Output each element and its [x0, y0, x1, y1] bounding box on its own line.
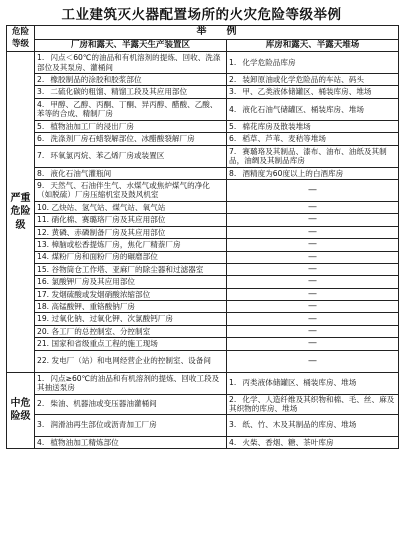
row-number: 9. [37, 180, 45, 190]
table-row [7, 350, 399, 372]
table-row [7, 74, 399, 86]
table-row [7, 120, 399, 132]
row-number: 5. [229, 121, 237, 131]
row-number: 1. [37, 373, 45, 383]
row-number: 3. [37, 87, 45, 97]
table-row [7, 214, 399, 226]
plant-cell [35, 251, 227, 263]
storage-text: 液化石油气储罐区、桶装库房、堆场 [240, 104, 364, 114]
storage-text: 棉花库房及散装堆场 [240, 121, 311, 131]
row-number: 8. [229, 168, 237, 178]
plant-text: 乙炔站、氢气站、煤气站、氧气站 [49, 202, 166, 212]
plant-cell [35, 52, 227, 74]
row-number: 4. [229, 104, 237, 114]
plant-cell [35, 167, 227, 179]
storage-text: 稻草、芦苇、麦秸等堆场 [240, 134, 326, 144]
storage-cell: — [227, 276, 399, 288]
plant-text: 柴油、机器油或变压器油灌桶间 [48, 399, 157, 409]
table-row [7, 313, 399, 325]
plant-text: 液化石油气灌瓶间 [48, 168, 112, 178]
row-number: 5. [37, 121, 45, 131]
storage-cell: — [227, 226, 399, 238]
plant-cell [35, 313, 227, 325]
table-row [7, 179, 399, 201]
row-number: 6. [229, 134, 237, 144]
plant-text: 氯酸钾厂房及其应用部位 [49, 277, 136, 287]
storage-cell [227, 394, 399, 414]
table-row [7, 145, 399, 167]
storage-cell [227, 86, 399, 98]
storage-cell [227, 98, 399, 120]
plant-text: 硝化棉、赛璐珞厂房及其应用部位 [49, 215, 166, 225]
storage-cell: — [227, 201, 399, 213]
plant-cell [35, 414, 227, 436]
table-row [7, 86, 399, 98]
plant-text: 甲醇、乙醇、丙酮、丁酮、异丙醇、醋酸、乙酸、苯等的合成、精制厂房 [37, 99, 218, 119]
severe-level-label: 严重危险级 [7, 52, 35, 373]
row-number: 15. [37, 264, 50, 274]
row-number: 1. [229, 378, 237, 388]
plant-text: 黄磷、赤磷制备厂房及其应用部位 [49, 227, 166, 237]
storage-cell: — [227, 239, 399, 251]
row-number: 4. [229, 437, 237, 447]
storage-cell: — [227, 251, 399, 263]
storage-cell: — [227, 179, 399, 201]
plant-text: 环氧氯丙烷、苯乙烯厂房或装置区 [48, 151, 165, 161]
table-row [7, 414, 399, 436]
plant-text: 闪点＜60℃的油品和有机溶剂的提炼、回收、洗涤部位及其泵房、灌桶间 [37, 53, 221, 72]
row-number: 3. [229, 87, 237, 97]
storage-text: 装卸原油或化学危险品的车站、码头 [240, 74, 364, 84]
plant-cell [35, 301, 227, 313]
plant-cell [35, 372, 227, 394]
plant-text: 煤粉厂房和面粉厂房的碾磨部位 [49, 252, 158, 262]
storage-cell [227, 436, 399, 448]
table-row [7, 98, 399, 120]
storage-cell: — [227, 288, 399, 300]
storage-cell [227, 120, 399, 132]
table-row [7, 276, 399, 288]
plant-cell [35, 338, 227, 350]
plant-cell [35, 201, 227, 213]
example-header: 举 例 [35, 26, 399, 40]
plant-cell [35, 179, 227, 201]
plant-text: 国家和省级重点工程的施工现场 [49, 339, 158, 349]
storage-header: 库房和露天、半露天堆场 [227, 40, 399, 52]
row-number: 21. [37, 339, 50, 349]
plant-cell [35, 226, 227, 238]
row-number: 4. [37, 437, 45, 447]
plant-cell [35, 133, 227, 145]
storage-cell [227, 74, 399, 86]
row-number: 3. [37, 420, 45, 430]
table-row [7, 372, 399, 394]
plant-cell [35, 350, 227, 372]
storage-cell [227, 133, 399, 145]
table-row [7, 436, 399, 448]
plant-cell [35, 86, 227, 98]
row-number: 2. [37, 74, 45, 84]
table-row [7, 325, 399, 337]
row-number: 4. [37, 99, 45, 109]
plant-header: 厂房和露天、半露天生产装置区 [35, 40, 227, 52]
table-row [7, 239, 399, 251]
storage-cell: — [227, 301, 399, 313]
table-row [7, 226, 399, 238]
medium-level-label: 中危险级 [7, 372, 35, 448]
level-header: 危险等级 [7, 26, 35, 52]
row-number: 20. [37, 326, 50, 336]
row-number: 22. [37, 356, 50, 366]
plant-text: 樟脑或松香提炼厂房，焦化厂精萘厂房 [49, 240, 181, 250]
plant-cell [35, 436, 227, 448]
storage-cell [227, 414, 399, 436]
storage-cell: — [227, 313, 399, 325]
table-row [7, 167, 399, 179]
storage-text: 化学、人造纤维及其织物和棉、毛、丝、麻及其织物的库房、堆场 [229, 394, 395, 414]
storage-cell: — [227, 338, 399, 350]
storage-cell: — [227, 263, 399, 275]
plant-cell [35, 239, 227, 251]
plant-text: 发烟硫酸或发烟硝酸浓缩部位 [49, 289, 151, 299]
row-number: 7. [37, 151, 45, 161]
table-row [7, 133, 399, 145]
hazard-level-table [6, 25, 399, 449]
plant-cell [35, 394, 227, 414]
plant-cell [35, 145, 227, 167]
storage-text: 酒精度为60度以上的白酒库房 [240, 168, 344, 178]
row-number: 13. [37, 240, 50, 250]
plant-text: 各工厂的总控制室、分控制室 [49, 326, 151, 336]
storage-cell: — [227, 214, 399, 226]
storage-cell: — [227, 350, 399, 372]
row-number: 19. [37, 314, 50, 324]
storage-text: 赛璐珞及其制品、漆布、油布、油纸及其制品，油绸及其制品库房 [229, 146, 387, 166]
plant-cell [35, 120, 227, 132]
plant-text: 过氧化钠、过氧化钾、次氯酸钙厂房 [49, 314, 173, 324]
plant-text: 天然气、石油伴生气、水煤气或焦炉煤气的净化（如脱硫）厂房压缩机室及鼓风机室 [37, 180, 210, 200]
table-row [7, 201, 399, 213]
table-row [7, 52, 399, 74]
plant-text: 谷物筒仓工作塔、亚麻厂的除尘器和过滤器室 [49, 264, 204, 274]
row-number: 8. [37, 168, 45, 178]
plant-cell [35, 276, 227, 288]
storage-text: 丙类液体储罐区、桶装库房、堆场 [240, 378, 357, 388]
row-number: 2. [37, 399, 45, 409]
plant-text: 发电厂（站）和电网经营企业的控制室、设备间 [49, 356, 211, 366]
storage-cell: — [227, 325, 399, 337]
table-row [7, 301, 399, 313]
table-row [7, 251, 399, 263]
table-row [7, 394, 399, 414]
page-title: 工业建筑灭火器配置场所的火灾危险等级举例 [61, 7, 342, 23]
row-number: 14. [37, 252, 50, 262]
storage-cell [227, 145, 399, 167]
storage-text: 化学危险品库房 [240, 57, 296, 67]
plant-cell [35, 325, 227, 337]
row-number: 7. [229, 146, 237, 156]
plant-text: 植物油加工精炼部位 [48, 437, 119, 447]
plant-text: 洗涤剂厂房石蜡裂解部位、冰醋酸裂解厂房 [48, 134, 195, 144]
row-number: 6. [37, 134, 45, 144]
row-number: 11. [37, 215, 50, 225]
plant-cell [35, 74, 227, 86]
table-row [7, 338, 399, 350]
row-number: 2. [229, 74, 237, 84]
plant-text: 二硫化碳的粗馏、精馏工段及其应用部位 [48, 87, 188, 97]
plant-cell [35, 214, 227, 226]
plant-cell [35, 263, 227, 275]
storage-cell [227, 167, 399, 179]
row-number: 18. [37, 302, 50, 312]
row-number: 12. [37, 227, 50, 237]
storage-text: 火柴、香烟、糖、茶叶库房 [240, 437, 334, 447]
row-number: 17. [37, 289, 50, 299]
table-row [7, 263, 399, 275]
storage-text: 纸、竹、木及其制品的库房、堆场 [240, 420, 357, 430]
storage-cell [227, 372, 399, 394]
row-number: 1. [37, 53, 45, 63]
row-number: 16. [37, 277, 50, 287]
row-number: 3. [229, 420, 237, 430]
plant-text: 高锰酸钾、重铬酸钠厂房 [49, 302, 136, 312]
table-row [7, 288, 399, 300]
plant-text: 闪点≥60℃的油品和有机溶剂的提炼、回收工段及其抽送泵房 [37, 373, 220, 393]
plant-text: 橡胶制品的涂胶和胶浆部位 [48, 74, 142, 84]
storage-cell [227, 52, 399, 74]
plant-text: 植物油加工厂的浸出厂房 [48, 121, 134, 131]
plant-cell [35, 288, 227, 300]
row-number: 1. [229, 57, 237, 67]
plant-cell [35, 98, 227, 120]
plant-text: 润滑油再生部位或沥青加工厂房 [48, 420, 157, 430]
row-number: 10. [37, 202, 50, 212]
storage-text: 甲、乙类液体储罐区、桶装库房、堆场 [240, 87, 372, 97]
row-number: 2. [229, 394, 237, 404]
